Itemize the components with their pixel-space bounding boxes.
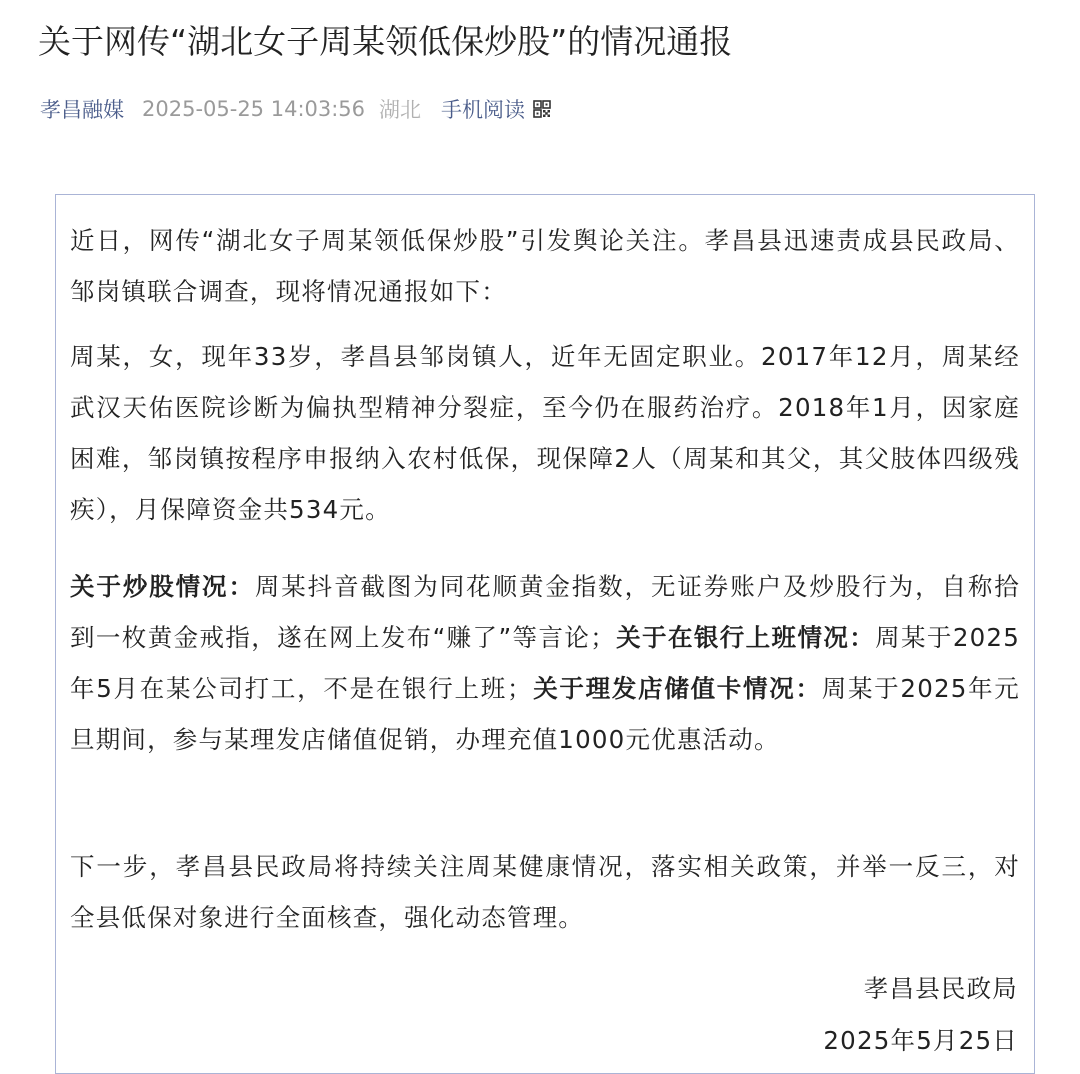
text-bank: 周某于2025年5月在某公司打工，不是在银行上班； [70, 623, 1020, 703]
source-link[interactable]: 孝昌融媒 [40, 98, 124, 122]
paragraph-background: 周某，女，现年33岁，孝昌县邹岗镇人，近年无固定职业。2017年12月，周某经武汉天佑医院诊断为偏执型精神分裂症，至今仍在服药治疗。2018年1月，因家庭困难，邹岗镇按程序申报纳入农村低保，现保障2人（周某和其父，其父肢体四级残疾），月保障资金共534元。 [70, 342, 1020, 524]
signature-date: 2025年5月25日 [823, 1026, 1018, 1055]
publish-time: 2025-05-25 14:03:56 [142, 97, 366, 121]
heading-salon: 关于理发店储值卡情况： [532, 674, 822, 703]
page-title: 关于网传“湖北女子周某领低保炒股”的情况通报 [38, 22, 733, 61]
paragraph-findings [70, 561, 1020, 765]
mobile-read-link[interactable]: 手机阅读 [441, 98, 526, 122]
paragraph-intro: 近日，网传“湖北女子周某领低保炒股”引发舆论关注。孝昌县迅速责成县民政局、邹岗镇联合调查，现将情况通报如下： [70, 226, 1020, 306]
heading-stock: 关于炒股情况： [70, 572, 255, 601]
paragraph-next-steps: 下一步，孝昌县民政局将持续关注周某健康情况，落实相关政策，并举一反三，对全县低保对象进行全面核查，强化动态管理。 [70, 852, 1020, 932]
qr-code-icon[interactable] [533, 100, 551, 118]
region-label: 湖北 [379, 98, 422, 122]
signature-org: 孝昌县民政局 [863, 974, 1018, 1003]
text-salon: 周某于2025年元旦期间，参与某理发店储值促销，办理充值1000元优惠活动。 [70, 674, 1021, 754]
text-stock: 周某抖音截图为同花顺黄金指数，无证券账户及炒股行为，自称拾到一枚黄金戒指，遂在网上发布“赚了”等言论； [70, 572, 1020, 652]
article-meta [40, 92, 551, 126]
heading-bank: 关于在银行上班情况： [615, 623, 876, 652]
article-body [55, 194, 1035, 1074]
